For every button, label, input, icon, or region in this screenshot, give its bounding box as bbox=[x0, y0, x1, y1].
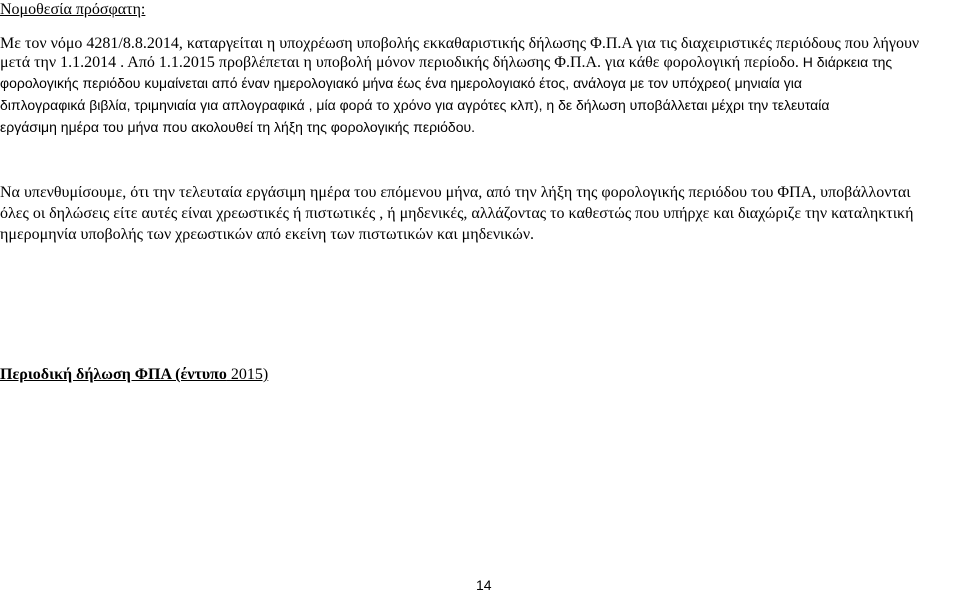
paragraph-legislation bbox=[0, 34, 919, 138]
paragraph-line: ημερομηνία υποβολής των χρεωστικών από εκείνη των πιστωτικών και μηδενικών. bbox=[0, 226, 535, 243]
paragraph-line: Με τον νόμο 4281/8.8.2014, καταργείται η υποχρέωση υποβολής εκκαθαριστικής δήλωσης Φ.Π.Α για τις διαχειριστικές περιόδους που λήγουν bbox=[0, 35, 920, 52]
section-title bbox=[0, 365, 268, 384]
section-title-year: 2015) bbox=[226, 366, 269, 383]
paragraph-reminder bbox=[0, 182, 913, 245]
paragraph-line bbox=[0, 53, 919, 72]
paragraph-line-start: μετά την 1.1.2014 . Από 1.1.2015 προβλέπεται η υποβολή μόνον περιοδικής δήλωσης Φ.Π.Α. για κάθε φορολογική περίοδο. bbox=[0, 54, 799, 71]
paragraph-line: φορολογικής περιόδου κυμαίνεται από έναν ημερολογιακό μήνα έως ένα ημερολογιακό έτος, ανάλογα με τον υπόχρεο( μηνιαία για bbox=[0, 75, 802, 91]
paragraph-line: Να υπενθυμίσουμε, ότι την τελευταία εργάσιμη ημέρα του επόμενου μήνα, από την λήξη της φορολογικής περιόδου του ΦΠΑ, υποβάλλονται bbox=[0, 184, 911, 201]
page-heading: Νομοθεσία πρόσφατη: bbox=[0, 1, 146, 18]
paragraph-line: εργάσιμη ημέρα του μήνα που ακολουθεί τη λήξη της φορολογικής περιόδου. bbox=[0, 119, 476, 135]
paragraph-line: διπλογραφικά βιβλία, τριμηνιαία για απλογραφικά , μία φορά το χρόνο για αγρότες κλπ), η δε δήλωση υποβάλλεται μέχρι την τελευταία bbox=[0, 97, 830, 113]
paragraph-line-tail: Η διάρκεια της bbox=[798, 54, 893, 70]
paragraph-line: όλες οι δηλώσεις είτε αυτές είναι χρεωστικές ή πιστωτικές , ή μηδενικές, αλλάζοντας το καθεστώς που υπήρχε και διαχώριζε την καταληκτική bbox=[0, 205, 914, 222]
page-number: 14 bbox=[476, 577, 492, 593]
section-title-bold: Περιοδική δήλωση ΦΠΑ (έντυπο bbox=[0, 366, 227, 383]
